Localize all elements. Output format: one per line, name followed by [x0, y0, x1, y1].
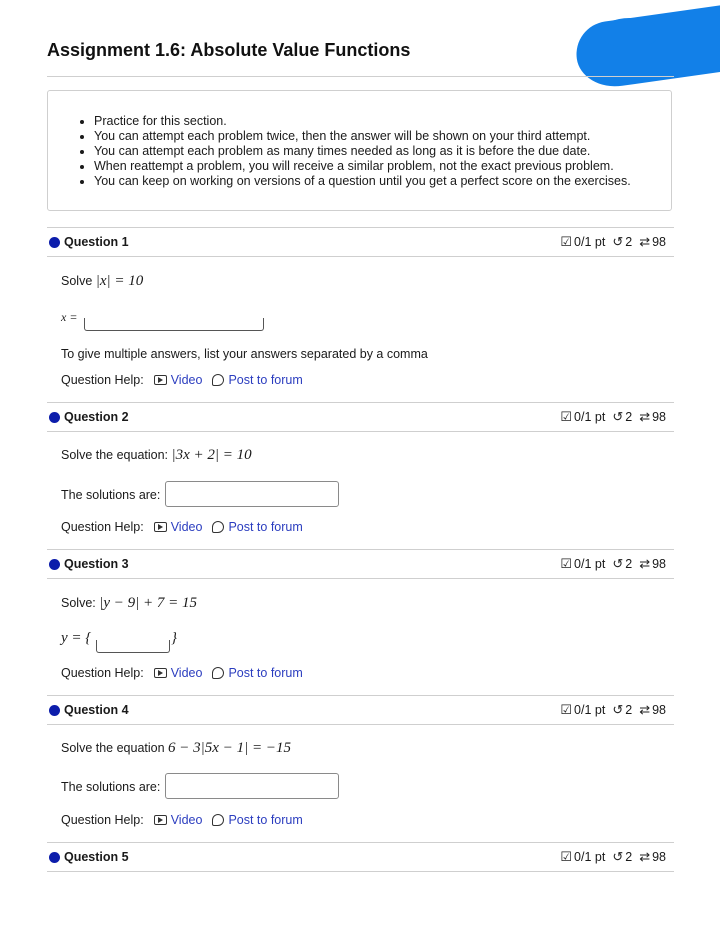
versions-icon: ⇄	[639, 234, 651, 249]
tries: 2	[625, 235, 633, 249]
q1-note: To give multiple answers, list your answers separated by a comma	[61, 347, 428, 361]
retry-icon: ↺	[612, 849, 624, 864]
video-link[interactable]: Video	[154, 520, 203, 534]
status-dot-icon	[49, 412, 60, 423]
versions-icon: ⇄	[639, 849, 651, 864]
comment-icon	[212, 521, 224, 533]
question-1-header[interactable]	[47, 227, 674, 257]
help-label: Question Help:	[61, 520, 144, 534]
status-dot-icon	[49, 852, 60, 863]
checkbox-icon: ☑	[560, 849, 573, 864]
points: 0/1 pt	[574, 410, 606, 424]
question-title: Question 5	[64, 850, 129, 864]
q2-math: |3x + 2| = 10	[171, 447, 252, 463]
retry-icon: ↺	[612, 556, 624, 571]
info-item: • When reattempt a problem, you will receive a similar problem, not the exact previous problem.	[94, 159, 631, 174]
status-dot-icon	[49, 705, 60, 716]
versions: 98	[652, 703, 666, 717]
help-label: Question Help:	[61, 813, 144, 827]
comment-icon	[212, 814, 224, 826]
tries: 2	[625, 850, 633, 864]
q2-answer-label: The solutions are:	[61, 488, 161, 502]
retry-icon: ↺	[612, 409, 624, 424]
q1-prompt-line	[61, 273, 143, 290]
forum-link[interactable]: Post to forum	[212, 373, 302, 387]
q4-prompt-line	[61, 740, 291, 757]
page-title: Assignment 1.6: Absolute Value Functions	[47, 40, 411, 60]
checkbox-icon: ☑	[560, 702, 573, 717]
q1-math: |x| = 10	[95, 273, 144, 289]
forum-link[interactable]: Post to forum	[212, 520, 302, 534]
q1-answer-input[interactable]	[84, 318, 264, 331]
question-meta	[560, 234, 666, 250]
status-dot-icon	[49, 237, 60, 248]
forum-link[interactable]: Post to forum	[212, 666, 302, 680]
versions: 98	[652, 557, 666, 571]
question-meta	[560, 702, 666, 718]
tries: 2	[625, 703, 633, 717]
info-item: • You can keep on working on versions of a question until you get a perfect score on the exercises.	[94, 174, 631, 189]
q4-prompt: Solve the equation	[61, 741, 165, 755]
q3-prompt-line	[61, 595, 197, 612]
video-link[interactable]: Video	[154, 373, 203, 387]
retry-icon: ↺	[612, 702, 624, 717]
question-4-header[interactable]	[47, 695, 674, 725]
points: 0/1 pt	[574, 235, 606, 249]
versions-icon: ⇄	[639, 702, 651, 717]
video-icon	[154, 815, 167, 825]
question-title: Question 4	[64, 703, 129, 717]
q1-prompt: Solve	[61, 274, 93, 288]
versions-icon: ⇄	[639, 556, 651, 571]
q4-answer-label: The solutions are:	[61, 780, 161, 794]
redaction-mark	[572, 2, 720, 91]
info-item: • You can attempt each problem twice, then the answer will be shown on your third attempt.	[94, 129, 631, 144]
question-help	[61, 666, 303, 680]
q2-prompt-line	[61, 447, 252, 464]
q4-math: 6 − 3|5x − 1| = −15	[168, 740, 291, 756]
video-link[interactable]: Video	[154, 666, 203, 680]
question-help	[61, 373, 303, 387]
versions: 98	[652, 410, 666, 424]
points: 0/1 pt	[574, 850, 606, 864]
comment-icon	[212, 667, 224, 679]
question-title: Question 3	[64, 557, 129, 571]
question-meta	[560, 409, 666, 425]
question-meta	[560, 556, 666, 572]
checkbox-icon: ☑	[560, 409, 573, 424]
versions: 98	[652, 235, 666, 249]
versions: 98	[652, 850, 666, 864]
status-dot-icon	[49, 559, 60, 570]
help-label: Question Help:	[61, 666, 144, 680]
q3-answer-prefix: y = {	[61, 630, 92, 646]
question-3-header[interactable]	[47, 549, 674, 579]
question-help	[61, 813, 303, 827]
question-title: Question 2	[64, 410, 129, 424]
tries: 2	[625, 557, 633, 571]
q3-prompt: Solve:	[61, 596, 96, 610]
forum-link[interactable]: Post to forum	[212, 813, 302, 827]
redaction-mark-2	[600, 18, 660, 48]
retry-icon: ↺	[612, 234, 624, 249]
info-list	[94, 114, 631, 189]
q1-answer-label: x =	[61, 310, 78, 324]
title-divider	[47, 76, 674, 77]
q2-prompt: Solve the equation:	[61, 448, 169, 462]
checkbox-icon: ☑	[560, 234, 573, 249]
info-item: • Practice for this section.	[94, 114, 631, 129]
question-2-header[interactable]	[47, 402, 674, 432]
video-icon	[154, 375, 167, 385]
question-meta	[560, 849, 666, 865]
versions-icon: ⇄	[639, 409, 651, 424]
points: 0/1 pt	[574, 557, 606, 571]
comment-icon	[212, 374, 224, 386]
q3-answer-input[interactable]	[96, 640, 170, 653]
question-5-header[interactable]	[47, 842, 674, 872]
info-item: • You can attempt each problem as many times needed as long as it is before the due date.	[94, 144, 631, 159]
q3-answer-suffix: }	[171, 630, 177, 646]
question-help	[61, 520, 303, 534]
tries: 2	[625, 410, 633, 424]
q3-math: |y − 9| + 7 = 15	[99, 595, 198, 611]
question-title: Question 1	[64, 235, 129, 249]
video-icon	[154, 668, 167, 678]
q4-answer-input[interactable]	[165, 773, 339, 799]
info-box	[47, 90, 672, 211]
points: 0/1 pt	[574, 703, 606, 717]
help-label: Question Help:	[61, 373, 144, 387]
checkbox-icon: ☑	[560, 556, 573, 571]
q2-answer-input[interactable]	[165, 481, 339, 507]
video-icon	[154, 522, 167, 532]
video-link[interactable]: Video	[154, 813, 203, 827]
